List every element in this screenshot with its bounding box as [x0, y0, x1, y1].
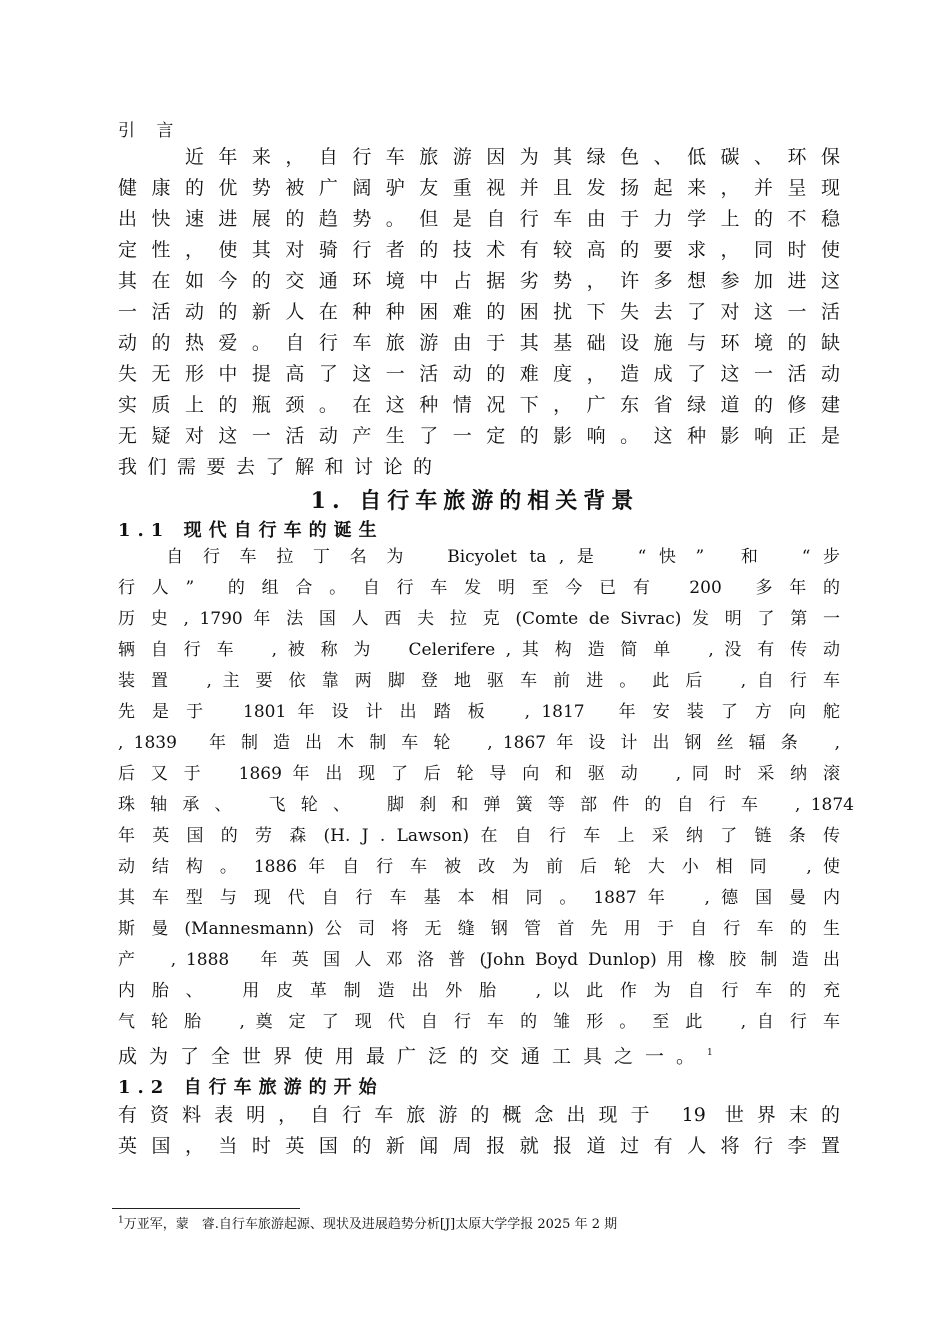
intro-line: 健康的优势被广阔驴友重视并且发扬起来，并呈现 — [118, 177, 840, 199]
intro-line: 定性，使其对骑行者的技术有较高的要求，同时使 — [118, 239, 840, 261]
intro-label: 引 言 — [118, 121, 182, 141]
body-line: 有资料表明，自行车旅游的概念出现于 19 世界末的 — [118, 1104, 840, 1126]
body-line: 先 是 于 1801 年 设 计 出 踏 板 , 1817 年 安 装 了 方 向 舵 — [118, 702, 840, 722]
body-line: 斯 曼 (Mannesmann) 公 司 将 无 缝 钢 管 首 先 用 于 自 行 车 的 生 — [118, 919, 840, 939]
body-line: 珠 轴 承 、 飞 轮 、 脚 刹 和 弹 簧 等 部 件 的 自 行 车 , 1874 — [118, 795, 854, 815]
intro-line: 近年来，自行车旅游因为其绿色、低碳、环保 — [118, 146, 840, 168]
body-line: 行 人 ” 的 组 合 。 自 行 车 发 明 至 今 已 有 200 多 年 的 — [118, 578, 840, 598]
intro-line: 我们需要去了解和讨论的 — [118, 456, 443, 478]
intro-line: 一活动的新人在种种困难的困扰下失去了对这一活 — [118, 301, 840, 323]
intro-line: 无疑对这一活动产生了一定的影响。这种影响正是 — [118, 425, 840, 447]
footnote — [118, 1213, 617, 1232]
subsection-heading-1-2: 1.2 自行车旅游的开始 — [118, 1077, 384, 1098]
body-line: 年 英 国 的 劳 森 (H. J . Lawson) 在 自 行 车 上 采 纳 了 链 条 传 — [118, 826, 840, 846]
body-line: 动 结 构 。 1886 年 自 行 车 被 改 为 前 后 轮 大 小 相 同 , 使 — [118, 857, 840, 877]
body-line: 装 置 , 主 要 依 靠 两 脚 登 地 驱 车 前 进 。 此 后 , 自 行 车 — [118, 671, 840, 691]
intro-line: 出快速进展的趋势。但是自行车由于力学上的不稳 — [118, 208, 840, 230]
intro-line: 其在如今的交通环境中占据劣势，许多想参加进这 — [118, 270, 840, 292]
body-line: 气 轮 胎 , 奠 定 了 现 代 自 行 车 的 雏 形 。 至 此 , 自 行 车 — [118, 1012, 840, 1032]
body-line — [118, 1042, 725, 1068]
body-line-text: 成为了全世界使用最广泛的交通工具之一。 — [118, 1045, 708, 1068]
intro-line: 动的热爱。自行车旅游由于其基础设施与环境的缺 — [118, 332, 840, 354]
body-line: 自 行 车 拉 丁 名 为 Bicyolet ta , 是 “ 快 ” 和 “ 步 — [118, 547, 840, 567]
subsection-heading-1-1: 1.1 现代自行车的诞生 — [118, 520, 384, 541]
intro-line: 实质上的瓶颈。在这种情况下，广东省绿道的修建 — [118, 394, 840, 416]
footnote-number: 1 — [118, 1215, 124, 1226]
body-line: 内 胎 、 用 皮 革 制 造 出 外 胎 , 以 此 作 为 自 行 车 的 充 — [118, 981, 840, 1001]
body-line: 产 , 1888 年 英 国 人 邓 洛 普 (John Boyd Dunlop) 用 橡 胶 制 造 出 — [118, 950, 840, 970]
body-line: 英国，当时英国的新闻周报就报道过有人将行李置 — [118, 1135, 840, 1157]
footnote-text: 万亚军，蒙 睿.自行车旅游起源、现状及进展趋势分析[J]太原大学学报 2025 年 2 期 — [123, 1217, 618, 1232]
footnote-reference: 1 — [707, 1048, 725, 1058]
body-line: , 1839 年 制 造 出 木 制 车 轮 , 1867 年 设 计 出 钢 丝 辐 条 , — [118, 733, 840, 753]
body-line: 后 又 于 1869 年 出 现 了 后 轮 导 向 和 驱 动 , 同 时 采 纳 滚 — [118, 764, 840, 784]
body-line: 辆 自 行 车 , 被 称 为 Celerifere , 其 构 造 简 单 , 没 有 传 动 — [118, 640, 840, 660]
footnote-separator — [112, 1208, 300, 1209]
intro-line: 失无形中提高了这一活动的难度，造成了这一活动 — [118, 363, 840, 385]
section-heading-1: 1. 自行车旅游的相关背景 — [310, 488, 640, 514]
body-line: 历 史 , 1790 年 法 国 人 西 夫 拉 克 (Comte de Sivrac) 发 明 了 第 一 — [118, 609, 840, 629]
body-line: 其 车 型 与 现 代 自 行 车 基 本 相 同 。 1887 年 , 德 国 曼 内 — [118, 888, 840, 908]
